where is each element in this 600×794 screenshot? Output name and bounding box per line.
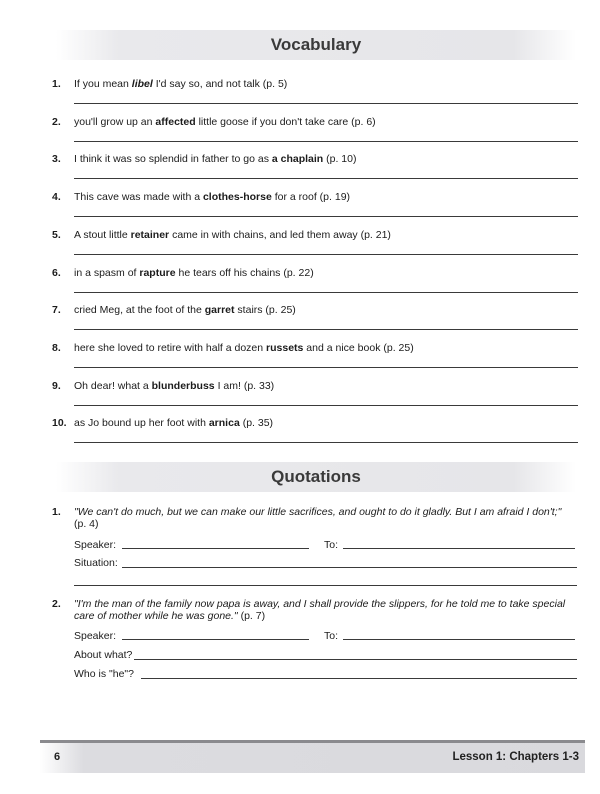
vocabulary-sentence xyxy=(74,153,356,165)
vocabulary-sentence xyxy=(74,191,350,203)
vocabulary-number: 7. xyxy=(52,304,61,317)
vocabulary-word: rapture xyxy=(139,266,176,279)
quote-page: (p. 4) xyxy=(74,518,99,530)
sentence-post: I'd say so, and not talk (p. 5) xyxy=(152,78,288,90)
vocabulary-word: affected xyxy=(155,115,196,128)
sentence-pre: cried Meg, at the foot of the xyxy=(74,304,205,317)
vocabulary-number: 2. xyxy=(52,115,61,128)
to-answer-line[interactable] xyxy=(343,548,575,549)
quote-italic: "I'm the man of the family now papa is away, and I shall provide the slippers, for he told me to take special care of mother while he was gone." xyxy=(74,598,566,622)
situation-answer-line-2[interactable] xyxy=(74,585,577,586)
lesson-title: Lesson 1: Chapters 1-3 xyxy=(452,751,579,763)
vocabulary-sentence xyxy=(74,116,376,128)
speaker-answer-line[interactable] xyxy=(122,548,309,549)
to-answer-line[interactable] xyxy=(343,639,575,640)
answer-line[interactable] xyxy=(74,367,578,368)
answer-line[interactable] xyxy=(74,216,578,217)
sentence-post: I am! (p. 33) xyxy=(214,379,275,392)
vocabulary-number: 3. xyxy=(52,153,61,166)
speaker-answer-line[interactable] xyxy=(122,639,309,640)
vocabulary-number: 8. xyxy=(52,341,61,354)
vocabulary-word: clothes-horse xyxy=(202,191,272,204)
sentence-pre: I think it was so splendid in father to go as xyxy=(74,153,272,166)
sentence-pre: you'll grow up an xyxy=(74,115,156,128)
sentence-pre: This cave was made with a xyxy=(74,191,203,204)
sentence-pre: as Jo bound up her foot with xyxy=(74,417,209,430)
sentence-pre: in a spasm of xyxy=(74,266,140,279)
vocabulary-heading: Vocabulary xyxy=(270,35,362,54)
quotation-text xyxy=(74,598,574,622)
answer-line[interactable] xyxy=(74,329,578,330)
sentence-pre: If you mean xyxy=(74,78,132,90)
vocabulary-number: 6. xyxy=(52,266,61,279)
vocabulary-number: 5. xyxy=(52,228,61,241)
vocabulary-sentence xyxy=(74,380,274,392)
answer-line[interactable] xyxy=(74,292,578,293)
about-what-label: About what? xyxy=(74,649,133,661)
who-is-he-answer-line[interactable] xyxy=(141,678,577,679)
sentence-pre: Oh dear! what a xyxy=(74,379,152,392)
sentence-post: little goose if you don't take care (p. 6) xyxy=(195,115,376,128)
quotation-number: 2. xyxy=(52,598,61,610)
quotations-header xyxy=(56,462,576,492)
vocabulary-number: 9. xyxy=(52,379,61,392)
answer-line[interactable] xyxy=(74,178,578,179)
vocabulary-sentence xyxy=(74,78,287,90)
sentence-post: (p. 35) xyxy=(239,417,274,430)
sentence-post: he tears off his chains (p. 22) xyxy=(175,266,314,279)
vocabulary-word: retainer xyxy=(130,228,170,241)
to-label: To: xyxy=(324,539,339,551)
answer-line[interactable] xyxy=(74,141,578,142)
vocabulary-sentence xyxy=(74,417,273,429)
situation-answer-line[interactable] xyxy=(122,567,577,568)
about-what-answer-line[interactable] xyxy=(134,659,577,660)
page-footer xyxy=(40,740,585,773)
speaker-label: Speaker: xyxy=(74,630,117,642)
answer-line[interactable] xyxy=(74,254,578,255)
answer-line[interactable] xyxy=(74,442,578,443)
vocabulary-sentence xyxy=(74,304,296,316)
sentence-pre: A stout little xyxy=(74,228,131,241)
vocabulary-sentence xyxy=(74,342,414,354)
vocabulary-number: 4. xyxy=(52,191,61,204)
vocabulary-word: garret xyxy=(204,304,235,317)
who-is-he-label: Who is "he"? xyxy=(74,668,134,680)
vocabulary-number: 1. xyxy=(52,78,61,90)
to-label: To: xyxy=(324,630,339,642)
vocabulary-sentence xyxy=(74,229,391,241)
situation-label: Situation: xyxy=(74,557,118,569)
sentence-post: stairs (p. 25) xyxy=(234,304,296,317)
answer-line[interactable] xyxy=(74,405,578,406)
vocabulary-sentence xyxy=(74,267,314,279)
sentence-post: and a nice book (p. 25) xyxy=(303,341,414,354)
vocabulary-word: libel xyxy=(131,78,153,90)
quote-page: (p. 7) xyxy=(237,610,266,622)
quotation-number: 1. xyxy=(52,506,61,518)
quote-italic: "We can't do much, but we can make our little sacrifices, and ought to do it gladly. But I am afraid I don't;" xyxy=(74,506,562,518)
sentence-post: for a roof (p. 19) xyxy=(271,191,351,204)
speaker-label: Speaker: xyxy=(74,539,117,551)
sentence-post: came in with chains, and led them away (p. 21) xyxy=(169,228,391,241)
vocabulary-word: russets xyxy=(266,341,304,354)
quotation-text xyxy=(74,506,574,530)
page-number: 6 xyxy=(54,751,61,763)
sentence-post: (p. 10) xyxy=(323,153,357,166)
vocabulary-word: arnica xyxy=(208,417,240,430)
vocabulary-number: 10. xyxy=(52,417,67,430)
vocabulary-word: a chaplain xyxy=(271,153,324,166)
quotations-heading: Quotations xyxy=(271,467,361,486)
vocabulary-word: blunderbuss xyxy=(151,379,215,392)
sentence-pre: here she loved to retire with half a dozen xyxy=(74,341,267,354)
vocabulary-header xyxy=(56,30,576,60)
answer-line[interactable] xyxy=(74,103,578,104)
